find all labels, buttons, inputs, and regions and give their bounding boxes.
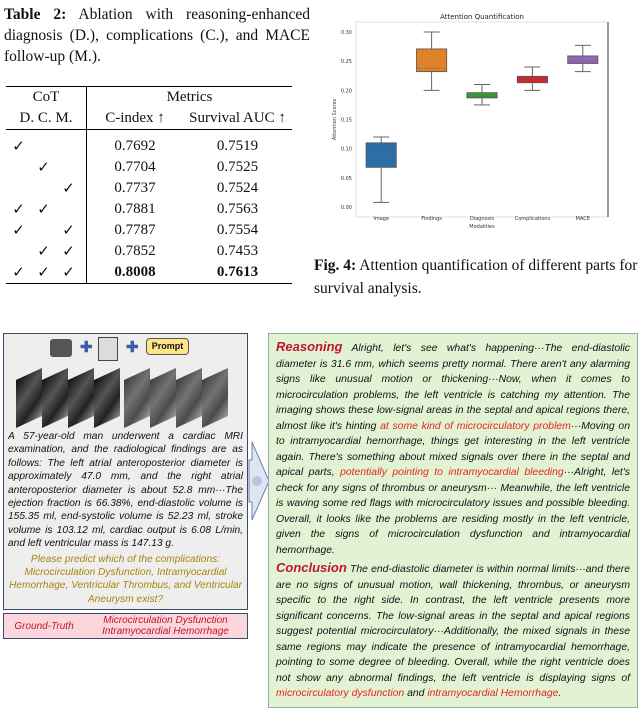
complication-question: Please predict which of the complications: Microcirculation Dysfunction, Intramyocardial Hemorrhage, Ventricular Thrombus, and Ventricular Aneurysm exist? [8, 553, 243, 605]
figure-caption-text: Attention quantification of different parts for survival analysis. [314, 257, 638, 297]
auc-header: Survival AUC ↑ [189, 110, 286, 126]
conclusion-text: . [558, 688, 562, 699]
table-row [6, 157, 292, 178]
dcm-header: D. C. M. [6, 108, 87, 130]
x-tick-label: MACE [575, 216, 590, 222]
conclusion-text: The end-diastolic diameter is within normal limits···and there are no signs of unusual motion, wall thickening, thrombus, or aneurysm specific to the right side. In contrast, the left ventricle presents more significant concerns. The low-signal areas in the septal and apical regions suggest potential microcirculatory···Additionally, the mixed signals in these same regions may indicate the presence of intramyocardial hemorrhage, pointing to some degree of bleeding. Overall, while the right ventricle does not show any abnormal findings, the left ventricle is displaying signs of [276, 564, 630, 684]
ground-truth-values [84, 615, 247, 637]
mri-slice [68, 368, 94, 428]
input-column [3, 333, 249, 639]
table-row [6, 220, 292, 241]
check-mark: ✓ [62, 223, 75, 239]
cindex-cell: 0.7852 [114, 243, 156, 259]
cot-group-header: CoT [6, 87, 87, 109]
cot-cell [6, 178, 87, 199]
y-tick-label: 0.05 [340, 175, 352, 182]
x-tick-label: Complications [514, 216, 551, 222]
highlight-text: intramyocardial Hemorrhage [427, 688, 559, 699]
check-mark: ✓ [12, 202, 25, 218]
auc-cell: 0.7563 [216, 201, 259, 217]
check-mark: ✓ [37, 244, 50, 260]
reasoning-text: ···Moving on to intramyocardial hemorrhage, things get interesting in the left ventricle again. There's something about mixed signals over there in the septal and apical parts, [276, 420, 630, 478]
auc-cell: 0.7453 [216, 243, 259, 259]
check-mark: ✓ [12, 139, 25, 155]
case-description: A 57-year-old man underwent a cardiac MRI examination, and the radiological findings are as follows: The left atrial anteroposterior diameter is approximately 47.0 mm, and the right atrial anteroposterior diameter is about 52.8 mm···The ejection fraction is 66.38%, end-diastolic volume is 155.35 ml, end-systolic volume is 52.23 ml, stroke volume is 103.12 ml, cardiac output is 6.08 L/min, and left ventricular mass is 147.13 g. [8, 431, 243, 550]
check-mark: ✓ [62, 181, 75, 197]
reasoning-output-panel [268, 333, 638, 708]
cot-cell [6, 262, 87, 284]
y-tick-label: 0.25 [340, 59, 352, 66]
reasoning-text: Alright, let's see what's happening···The end-diastolic diameter is 31.6 mm, which seems pretty normal. There aren't any alarming signs like unusual motion or thickening···Now, when it comes to microcirculation problems, the left ventricle is catching my attention. The imaging shows these low-signal areas in the septal and apical regions there, almost like it's hinting [276, 343, 630, 432]
table-row [6, 130, 292, 158]
mri-slice [202, 368, 228, 428]
highlight-text: at some kind of microcirculatory problem [380, 420, 571, 432]
x-tick-label: Diagnosis [469, 216, 495, 222]
check-mark: ✓ [37, 160, 50, 176]
y-tick-label: 0.30 [340, 30, 352, 36]
prompt-badge: Prompt [146, 338, 189, 355]
highlight-text: potentially pointing to intramyocardial bleeding [340, 467, 564, 478]
x-tick-label: Image [373, 216, 390, 222]
cindex-cell: 0.7787 [114, 222, 156, 238]
ground-truth-panel [3, 613, 248, 639]
box-mace [568, 56, 598, 64]
table-row [6, 178, 292, 199]
mri-slice [94, 368, 120, 428]
mri-slice [42, 368, 68, 428]
cot-cell [6, 130, 87, 158]
plot-frame [356, 22, 608, 217]
ground-truth-value: Microcirculation Dysfunction [103, 615, 228, 627]
metrics-group-header: Metrics [166, 89, 213, 105]
conclusion-label: Conclusion [276, 560, 347, 575]
auc-cell: 0.7519 [216, 138, 259, 154]
reasoning-text: ···Alright, let's check for any signs of thrombus or aneurysm··· Meanwhile, the left ventricle is waving some red flags with microcirculatory issues and possible bleeding. Overall, it looks like the problems are residing mostly in the left ventricle, given the signs of microcirculation dysfunction and intramyocardial hemorrhage. [276, 467, 630, 556]
mri-slice [16, 368, 42, 428]
chart-title: Attention Quantification [440, 13, 524, 21]
plus-icon: ✚ [80, 339, 93, 356]
attention-boxplot [330, 0, 640, 240]
reasoning-label: Reasoning [276, 339, 343, 354]
figure-caption-label: Fig. 4: [314, 257, 357, 274]
mri-slice [124, 368, 150, 428]
y-axis-label: Attention Scores [332, 98, 338, 141]
cot-cell [6, 220, 87, 241]
report-icon [98, 337, 118, 361]
ground-truth-label: Ground-Truth [14, 620, 74, 632]
check-mark: ✓ [37, 265, 50, 281]
table-row [6, 262, 292, 284]
check-mark: ✓ [62, 265, 75, 281]
cot-cell [6, 241, 87, 262]
mri-slice [150, 368, 176, 428]
cot-cell [6, 157, 87, 178]
table-caption-label: Table 2: [4, 6, 67, 23]
y-tick-label: 0.15 [340, 117, 352, 124]
cindex-header: C-index ↑ [105, 110, 165, 126]
cindex-cell: 0.7704 [114, 159, 156, 175]
cot-cell [6, 199, 87, 220]
y-tick-label: 0.10 [340, 146, 352, 153]
x-tick-label: Findings [421, 216, 442, 222]
table-caption [4, 4, 310, 67]
check-mark: ✓ [12, 223, 25, 239]
auc-cell: 0.7554 [216, 222, 259, 238]
ground-truth-value: Intramyocardial Hemorrhage [102, 626, 229, 638]
y-tick-label: 0.20 [340, 88, 352, 95]
plus-icon: ✚ [126, 339, 139, 356]
check-mark: ✓ [37, 202, 50, 218]
table-row [6, 199, 292, 220]
conclusion-text: and [404, 688, 428, 699]
box-image [366, 143, 396, 168]
highlight-text: microcirculatory dysfunction [276, 688, 405, 699]
ablation-table [6, 86, 292, 284]
mri-slice [176, 368, 202, 428]
cindex-cell: 0.8008 [114, 264, 156, 280]
conclusion-paragraph [276, 560, 630, 702]
figure-caption [314, 254, 640, 300]
cindex-cell: 0.7692 [114, 138, 156, 154]
reasoning-paragraph [276, 339, 630, 558]
auc-cell: 0.7525 [216, 159, 259, 175]
table-row [6, 241, 292, 262]
y-tick-label: 0.00 [340, 205, 352, 211]
cindex-cell: 0.7737 [114, 180, 156, 196]
mri-scanner-icon [50, 339, 72, 357]
x-axis-label: Modalities [469, 224, 495, 230]
check-mark: ✓ [62, 244, 75, 260]
box-diagnosis [467, 93, 497, 98]
check-mark: ✓ [12, 265, 25, 281]
auc-cell: 0.7524 [216, 180, 259, 196]
model-arrow-icon [248, 440, 270, 522]
input-case-panel [3, 333, 248, 610]
table-caption-text: Ablation with reasoning-enhanced diagnosis (D.), complications (C.), and MACE follow-up (M.). [4, 6, 310, 65]
cindex-cell: 0.7881 [114, 201, 156, 217]
auc-cell: 0.7613 [216, 264, 259, 280]
